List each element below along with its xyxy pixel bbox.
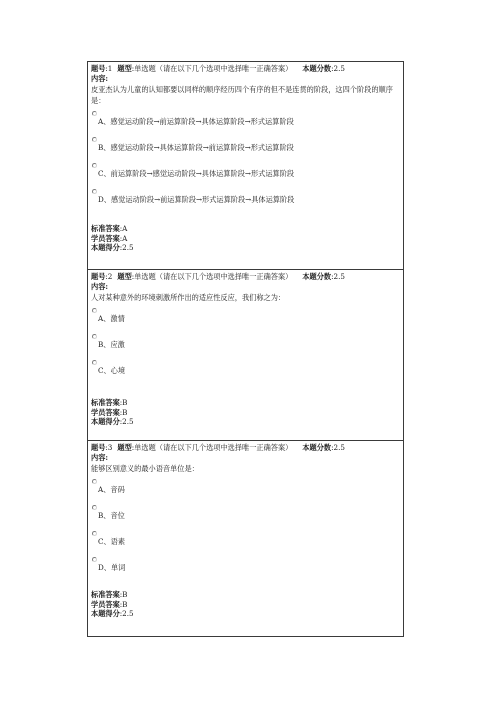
question-score-earned: 本题得分:2.5 bbox=[91, 417, 134, 426]
radio-button[interactable] bbox=[92, 557, 97, 562]
question-3 bbox=[88, 441, 403, 636]
option-label: B、应激 bbox=[98, 340, 125, 349]
option-label: C、心境 bbox=[98, 366, 126, 375]
option-c[interactable] bbox=[91, 359, 400, 385]
option-label: C、语素 bbox=[98, 537, 126, 546]
option-label: A、激情 bbox=[98, 314, 125, 323]
option-label: D、感觉运动阶段→前运算阶段→形式运算阶段→具体运算阶段 bbox=[98, 195, 295, 204]
question-header bbox=[91, 272, 400, 282]
question-type-label: 题型 bbox=[117, 443, 132, 452]
question-score-earned: 本题得分:2.5 bbox=[91, 609, 134, 618]
question-number-label: 题号 bbox=[91, 64, 106, 73]
standard-answer: 标准答案:A bbox=[91, 224, 128, 233]
option-a[interactable] bbox=[91, 307, 400, 333]
question-type: :单选题（请在以下几个选项中选择唯一正确答案） bbox=[131, 443, 293, 452]
question-2 bbox=[88, 270, 403, 441]
answer-block bbox=[91, 398, 400, 427]
student-answer: 学员答案:B bbox=[91, 599, 128, 609]
question-header bbox=[91, 64, 400, 74]
student-answer: 学员答案:A bbox=[91, 233, 128, 243]
option-b[interactable] bbox=[91, 504, 400, 530]
content-label: 内容: bbox=[91, 74, 109, 83]
question-score-label: 本题分数 bbox=[302, 443, 332, 452]
radio-button[interactable] bbox=[92, 308, 97, 313]
question-number: :1 bbox=[105, 64, 113, 73]
option-label: C、前运算阶段→感觉运动阶段→具体运算阶段→形式运算阶段 bbox=[98, 169, 295, 178]
question-score: :2.5 bbox=[331, 443, 345, 452]
answer-block bbox=[91, 590, 400, 619]
radio-button[interactable] bbox=[92, 360, 97, 365]
question-score: :2.5 bbox=[331, 272, 345, 281]
radio-button[interactable] bbox=[92, 111, 97, 116]
question-type-label: 题型 bbox=[117, 64, 132, 73]
student-answer: 学员答案:B bbox=[91, 407, 128, 417]
option-label: B、音位 bbox=[98, 511, 125, 520]
question-number-label: 题号 bbox=[91, 443, 106, 452]
option-a[interactable] bbox=[91, 110, 400, 136]
option-a[interactable] bbox=[91, 478, 400, 504]
question-stem: 能够区别意义的最小语音单位是： bbox=[91, 464, 199, 473]
option-b[interactable] bbox=[91, 136, 400, 162]
question-score-earned: 本题得分:2.5 bbox=[91, 243, 134, 252]
option-d[interactable] bbox=[91, 556, 400, 582]
exam-sheet bbox=[87, 61, 404, 637]
radio-button[interactable] bbox=[92, 189, 97, 194]
content-label: 内容: bbox=[91, 282, 109, 291]
option-label: D、单词 bbox=[98, 563, 126, 572]
question-stem: 人对某种意外的环境刺激所作出的适应性反应，我们称之为： bbox=[91, 293, 286, 302]
answer-block bbox=[91, 224, 400, 253]
standard-answer: 标准答案:B bbox=[91, 590, 128, 599]
question-score: :2.5 bbox=[331, 64, 345, 73]
content-label: 内容: bbox=[91, 453, 109, 462]
option-d[interactable] bbox=[91, 188, 400, 214]
option-label: A、感觉运动阶段→前运算阶段→具体运算阶段→形式运算阶段 bbox=[98, 117, 294, 126]
radio-button[interactable] bbox=[92, 137, 97, 142]
question-score-label: 本题分数 bbox=[302, 272, 332, 281]
radio-button[interactable] bbox=[92, 163, 97, 168]
question-number: :3 bbox=[105, 443, 113, 452]
option-c[interactable] bbox=[91, 530, 400, 556]
question-number-label: 题号 bbox=[91, 272, 106, 281]
options-list bbox=[91, 478, 400, 582]
option-label: B、感觉运动阶段→具体运算阶段→前运算阶段→形式运算阶段 bbox=[98, 143, 294, 152]
radio-button[interactable] bbox=[92, 334, 97, 339]
question-1 bbox=[88, 62, 403, 270]
radio-button[interactable] bbox=[92, 479, 97, 484]
option-c[interactable] bbox=[91, 162, 400, 188]
options-list bbox=[91, 110, 400, 214]
radio-button[interactable] bbox=[92, 505, 97, 510]
question-type: :单选题（请在以下几个选项中选择唯一正确答案） bbox=[131, 272, 293, 281]
option-label: A、音码 bbox=[98, 485, 125, 494]
question-header bbox=[91, 443, 400, 453]
question-score-label: 本题分数 bbox=[302, 64, 332, 73]
question-number: :2 bbox=[105, 272, 113, 281]
options-list bbox=[91, 307, 400, 385]
standard-answer: 标准答案:B bbox=[91, 398, 128, 407]
radio-button[interactable] bbox=[92, 531, 97, 536]
question-stem: 皮亚杰认为儿童的认知都要以同样的顺序经历四个有序的但不是连贯的阶段，这四个阶段的顺序是： bbox=[91, 85, 393, 105]
option-b[interactable] bbox=[91, 333, 400, 359]
question-type-label: 题型 bbox=[117, 272, 132, 281]
question-type: :单选题（请在以下几个选项中选择唯一正确答案） bbox=[131, 64, 293, 73]
